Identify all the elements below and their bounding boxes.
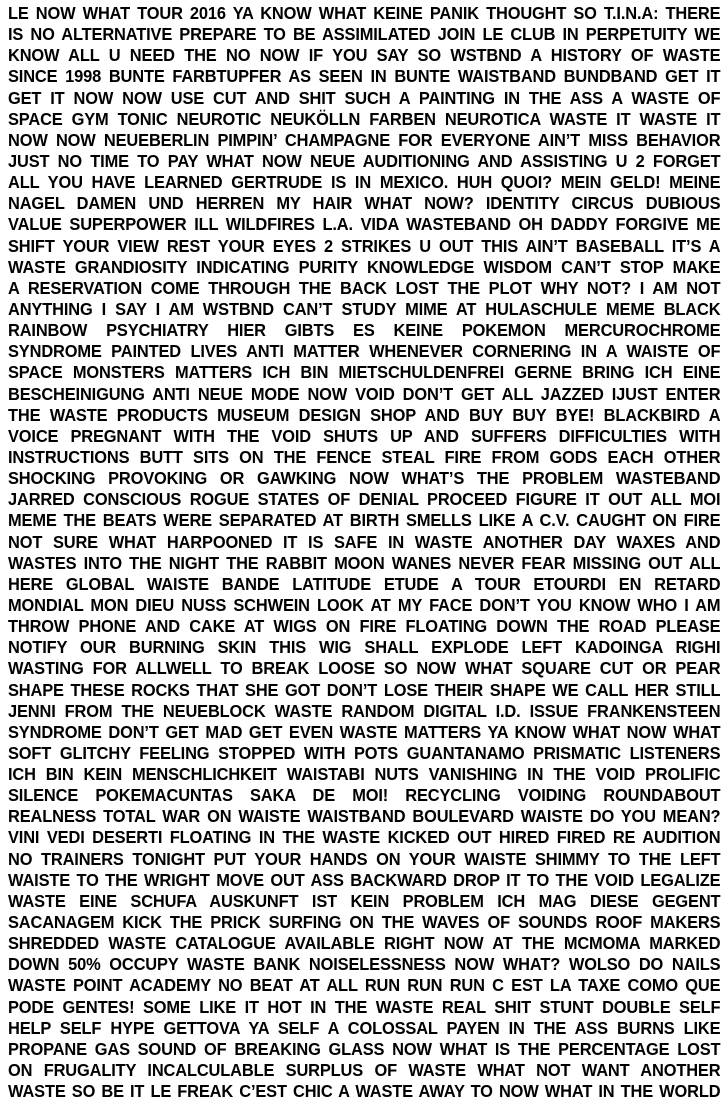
poem-line: SPACE MONSTERS MATTERS ICH BIN MIETSCHULDENFREI GERNE BRING ICH EINE: [8, 362, 721, 383]
poem-line: THE WASTE PRODUCTS MUSEUM DESIGN SHOP AND BUY BUY BYE! BLACKBIRD A: [8, 404, 721, 425]
poem-line: A RESERVATION COME THROUGH THE BACK LOST THE PLOT WHY NOT? I AM NOT: [8, 277, 721, 298]
poem-line: MONDIAL MON DIEU NUSS SCHWEIN LOOK AT MY FACE DON’T YOU KNOW WHO I AM: [8, 594, 721, 615]
poem-line: RAINBOW PSYCHIATRY HIER GIBTS ES KEINE POKEMON MERCUROCHROME: [8, 320, 721, 341]
poem-line: SHOCKING PROVOKING OR GAWKING NOW WHAT’S THE PROBLEM WASTEBAND: [8, 468, 721, 489]
poem-line: NAGEL DAMEN UND HERREN MY HAIR WHAT NOW? IDENTITY CIRCUS DUBIOUS: [8, 193, 721, 214]
poem-line: WASTE GRANDIOSITY INDICATING PURITY KNOWLEDGE WISDOM CAN’T STOP MAKE: [8, 256, 721, 277]
poem-line: PROPANE GAS SOUND OF BREAKING GLASS NOW WHAT IS THE PERCENTAGE LOST: [8, 1038, 721, 1059]
poem-line: SILENCE POKEMACUNTAS SAKA DE MOI! RECYCLING VOIDING ROUNDABOUT: [8, 785, 721, 806]
poem-line: WASTE EINE SCHUFA AUSKUNFT IST KEIN PROBLEM ICH MAG DIESE GEGENT: [8, 890, 721, 911]
poem-line: SHIFT YOUR VIEW REST YOUR EYES 2 STRIKES U OUT THIS AIN’T BASEBALL IT’S A: [8, 235, 721, 256]
poem-line: JUST NO TIME TO PAY WHAT NOW NEUE AUDITIONING AND ASSISTING U 2 FORGET: [8, 150, 721, 171]
poem-line: ALL YOU HAVE LEARNED GERTRUDE IS IN MEXICO. HUH QUOI? MEIN GELD! MEINE: [8, 172, 721, 193]
poem-line: IS NO ALTERNATIVE PREPARE TO BE ASSIMILATED JOIN LE CLUB IN PERPETUITY WE: [8, 24, 721, 45]
poem-line: GET IT NOW NOW USE CUT AND SHIT SUCH A PAINTING IN THE ASS A WASTE OF: [8, 87, 721, 108]
poem-line: REALNESS TOTAL WAR ON WAISTE WAISTBAND BOULEVARD WAISTE DO YOU MEAN?: [8, 806, 721, 827]
poem-line: ICH BIN KEIN MENSCHLICHKEIT WAISTABI NUTS VANISHING IN THE VOID PROLIFIC: [8, 764, 721, 785]
poem-line: ANYTHING I SAY I AM WSTBND CAN’T STUDY MIME AT HULASCHULE MEME BLACK: [8, 298, 721, 319]
poem-line: SPACE GYM TONIC NEUROTIC NEUKÖLLN FARBEN NEUROTICA WASTE IT WASTE IT: [8, 108, 721, 129]
poem-line: DOWN 50% OCCUPY WASTE BANK NOISELESSNESS NOW WHAT? WOLSO DO NAILS: [8, 954, 721, 975]
poem-line: INSTRUCTIONS BUTT SITS ON THE FENCE STEAL FIRE FROM GODS EACH OTHER: [8, 446, 721, 467]
text-poster: [8, 3, 721, 1102]
poem-line: PODE GENTES! SOME LIKE IT HOT IN THE WASTE REAL SHIT STUNT DOUBLE SELF: [8, 996, 721, 1017]
poem-line: MEME THE BEATS WERE SEPARATED AT BIRTH SMELLS LIKE A C.V. CAUGHT ON FIRE: [8, 510, 721, 531]
poem-line: SOFT GLITCHY FEELING STOPPED WITH POTS GUANTANAMO PRISMATIC LISTENERS: [8, 742, 721, 763]
poem-line: HERE GLOBAL WAISTE BANDE LATITUDE ETUDE A TOUR ETOURDI EN RETARD: [8, 573, 721, 594]
poem-line: HELP SELF HYPE GETTOVA YA SELF A COLOSSAL PAYEN IN THE ASS BURNS LIKE: [8, 1017, 721, 1038]
poem-line: SHREDDED WASTE CATALOGUE AVAILABLE RIGHT NOW AT THE MCMOMA MARKED: [8, 933, 721, 954]
poem-line: VOICE PREGNANT WITH THE VOID SHUTS UP AND SUFFERS DIFFICULTIES WITH: [8, 425, 721, 446]
poem-line: NOTIFY OUR BURNING SKIN THIS WIG SHALL EXPLODE LEFT KADOINGA RIGHI: [8, 637, 721, 658]
poem-line: ON FRUGALITY INCALCULABLE SURPLUS OF WASTE WHAT NOT WANT ANOTHER: [8, 1060, 721, 1081]
poem-line: WASTE SO BE IT LE FREAK C’EST CHIC A WASTE AWAY TO NOW WHAT IN THE WORLD: [8, 1081, 721, 1102]
poem-line: BESCHEINIGUNG ANTI NEUE MODE NOW VOID DON’T GET ALL JAZZED IJUST ENTER: [8, 383, 721, 404]
poem-line: SHAPE THESE ROCKS THAT SHE GOT DON’T LOSE THEIR SHAPE WE CALL HER STILL: [8, 679, 721, 700]
poem-line: VINI VEDI DESERTI FLOATING IN THE WASTE KICKED OUT HIRED FIRED RE AUDITION: [8, 827, 721, 848]
poem-line: THROW PHONE AND CAKE AT WIGS ON FIRE FLOATING DOWN THE ROAD PLEASE: [8, 616, 721, 637]
poem-line: VALUE SUPERPOWER ILL WILDFIRES L.A. VIDA WASTEBAND OH DADDY FORGIVE ME: [8, 214, 721, 235]
poem-line: WASTES INTO THE NIGHT THE RABBIT MOON WANES NEVER FEAR MISSING OUT ALL: [8, 552, 721, 573]
poem-line: SYNDROME DON’T GET MAD GET EVEN WASTE MATTERS YA KNOW WHAT NOW WHAT: [8, 721, 721, 742]
poem-line: KNOW ALL U NEED THE NO NOW IF YOU SAY SO WSTBND A HISTORY OF WASTE: [8, 45, 721, 66]
poem-line: WASTE POINT ACADEMY NO BEAT AT ALL RUN RUN RUN C EST LA TAXE COMO QUE: [8, 975, 721, 996]
poem-line: NOW NOW NEUEBERLIN PIMPIN’ CHAMPAGNE FOR EVERYONE AIN’T MISS BEHAVIOR: [8, 129, 721, 150]
poem-line: SINCE 1998 BUNTE FARBTUPFER AS SEEN IN BUNTE WAISTBAND BUNDBAND GET IT: [8, 66, 721, 87]
poem-line: JARRED CONSCIOUS ROGUE STATES OF DENIAL PROCEED FIGURE IT OUT ALL MOI: [8, 489, 721, 510]
poem-line: LE NOW WHAT TOUR 2016 YA KNOW WHAT KEINE PANIK THOUGHT SO T.I.N.A: THERE: [8, 3, 721, 23]
poem-line: SACANAGEM KICK THE PRICK SURFING ON THE WAVES OF SOUNDS ROOF MAKERS: [8, 912, 721, 933]
poem-line: JENNI FROM THE NEUEBLOCK WASTE RANDOM DIGITAL I.D. ISSUE FRANKENSTEEN: [8, 700, 721, 721]
poem-line: WASTING FOR ALLWELL TO BREAK LOOSE SO NOW WHAT SQUARE CUT OR PEAR: [8, 658, 721, 679]
poem-line: WAISTE TO THE WRIGHT MOVE OUT ASS BACKWARD DROP IT TO THE VOID LEGALIZE: [8, 869, 721, 890]
poem-line: SYNDROME PAINTED LIVES ANTI MATTER WHENEVER CORNERING IN A WAISTE OF: [8, 341, 721, 362]
poem-line: NO TRAINERS TONIGHT PUT YOUR HANDS ON YOUR WAISTE SHIMMY TO THE LEFT: [8, 848, 721, 869]
poem-line: NOT SURE WHAT HARPOONED IT IS SAFE IN WASTE ANOTHER DAY WAXES AND: [8, 531, 721, 552]
